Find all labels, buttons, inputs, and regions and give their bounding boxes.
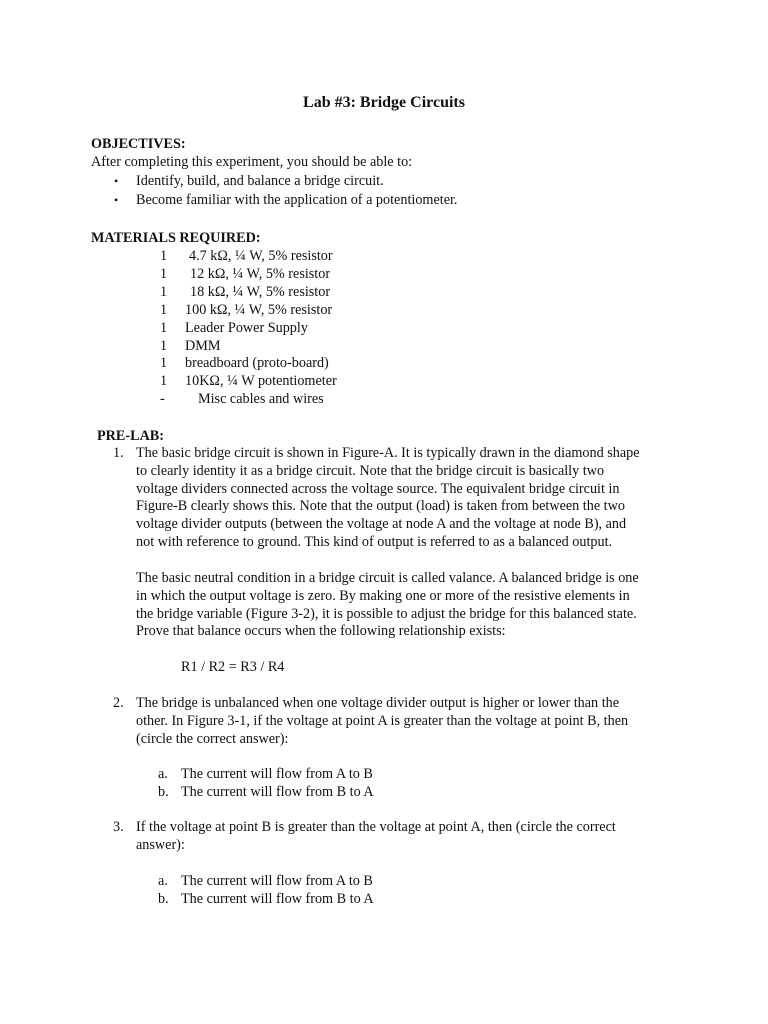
answer-letter: b. (158, 784, 169, 800)
material-qty: - (160, 391, 165, 407)
paragraph-line: The basic neutral condition in a bridge circuit is called valance. A balanced bridge is one (136, 570, 639, 586)
answer-letter: a. (158, 873, 168, 889)
answer-letter: b. (158, 891, 169, 907)
paragraph-line: Prove that balance occurs when the following relationship exists: (136, 623, 506, 640)
question-1-paragraph-2 (136, 570, 681, 641)
balance-equation: R1 / R2 = R3 / R4 (181, 659, 285, 675)
material-qty: 1 (160, 338, 168, 354)
objectives-heading: OBJECTIVES: (91, 136, 186, 152)
answer-option[interactable]: The current will flow from B to A (181, 891, 374, 907)
paragraph-line: the bridge variable (Figure 3-2), it is possible to adjust the bridge for this balanced state. (136, 605, 637, 622)
material-qty: 1 (160, 355, 168, 371)
material-desc: 18 kΩ, ¼ W, 5% resistor (190, 284, 331, 300)
material-desc: DMM (185, 338, 221, 354)
paragraph-line: to clearly identity it as a bridge circuit. Note that the bridge circuit is basically two (136, 462, 605, 479)
material-qty: 1 (160, 320, 168, 336)
page-title: Lab #3: Bridge Circuits (303, 94, 465, 111)
answer-option[interactable]: The current will flow from B to A (181, 784, 374, 800)
question-number: 2. (113, 695, 124, 711)
material-desc: breadboard (proto-board) (185, 355, 329, 371)
prelab-heading: PRE-LAB: (97, 428, 164, 444)
materials-heading: MATERIALS REQUIRED: (91, 230, 261, 246)
paragraph-line: If the voltage at point B is greater than the voltage at point A, then (circle the correct (136, 819, 616, 835)
question-number: 3. (113, 819, 124, 835)
answer-letter: a. (158, 766, 168, 782)
paragraph-line: The basic bridge circuit is shown in Figure-A. It is typically drawn in the diamond shape (136, 445, 640, 461)
material-qty: 1 (160, 266, 168, 282)
answer-option[interactable]: The current will flow from A to B (181, 766, 373, 782)
bullet-icon: • (114, 193, 119, 207)
objectives-intro: After completing this experiment, you should be able to: (91, 154, 413, 170)
objective-item: Become familiar with the application of a potentiometer. (136, 192, 458, 208)
material-qty: 1 (160, 302, 168, 318)
paragraph-line: in which the output voltage is zero. By making one or more of the resistive elements in (136, 587, 630, 604)
material-desc: 10KΩ, ¼ W potentiometer (185, 373, 337, 389)
material-qty: 1 (160, 284, 168, 300)
paragraph-line: voltage divider outputs (between the voltage at node A and the voltage at node B), and (136, 516, 627, 533)
paragraph-line: Figure-B clearly shows this. Note that the output (load) is taken from between the two (136, 498, 625, 515)
material-qty: 1 (160, 248, 168, 264)
question-3-text (136, 819, 681, 855)
paragraph-line: other. In Figure 3-1, if the voltage at point A is greater than the voltage at point B, then (136, 712, 629, 729)
question-2-text (136, 695, 681, 748)
paragraph-line: not with reference to ground. This kind of output is referred to as a balanced output. (136, 533, 613, 550)
material-qty: 1 (160, 373, 168, 389)
question-number: 1. (113, 445, 124, 461)
material-desc: Leader Power Supply (185, 320, 308, 336)
objective-item: Identify, build, and balance a bridge circuit. (136, 173, 384, 189)
paragraph-line: The bridge is unbalanced when one voltage divider output is higher or lower than the (136, 695, 620, 711)
material-desc: Misc cables and wires (198, 391, 324, 407)
material-desc: 4.7 kΩ, ¼ W, 5% resistor (189, 248, 333, 264)
answer-option[interactable]: The current will flow from A to B (181, 873, 373, 889)
paragraph-line: (circle the correct answer): (136, 730, 289, 747)
question-1-paragraph-1 (136, 445, 681, 552)
paragraph-line: answer): (136, 836, 185, 853)
paragraph-line: voltage dividers connected across the voltage source. The equivalent bridge circuit in (136, 480, 620, 497)
material-desc: 100 kΩ, ¼ W, 5% resistor (185, 302, 333, 318)
bullet-icon: • (114, 174, 119, 188)
material-desc: 12 kΩ, ¼ W, 5% resistor (190, 266, 331, 282)
